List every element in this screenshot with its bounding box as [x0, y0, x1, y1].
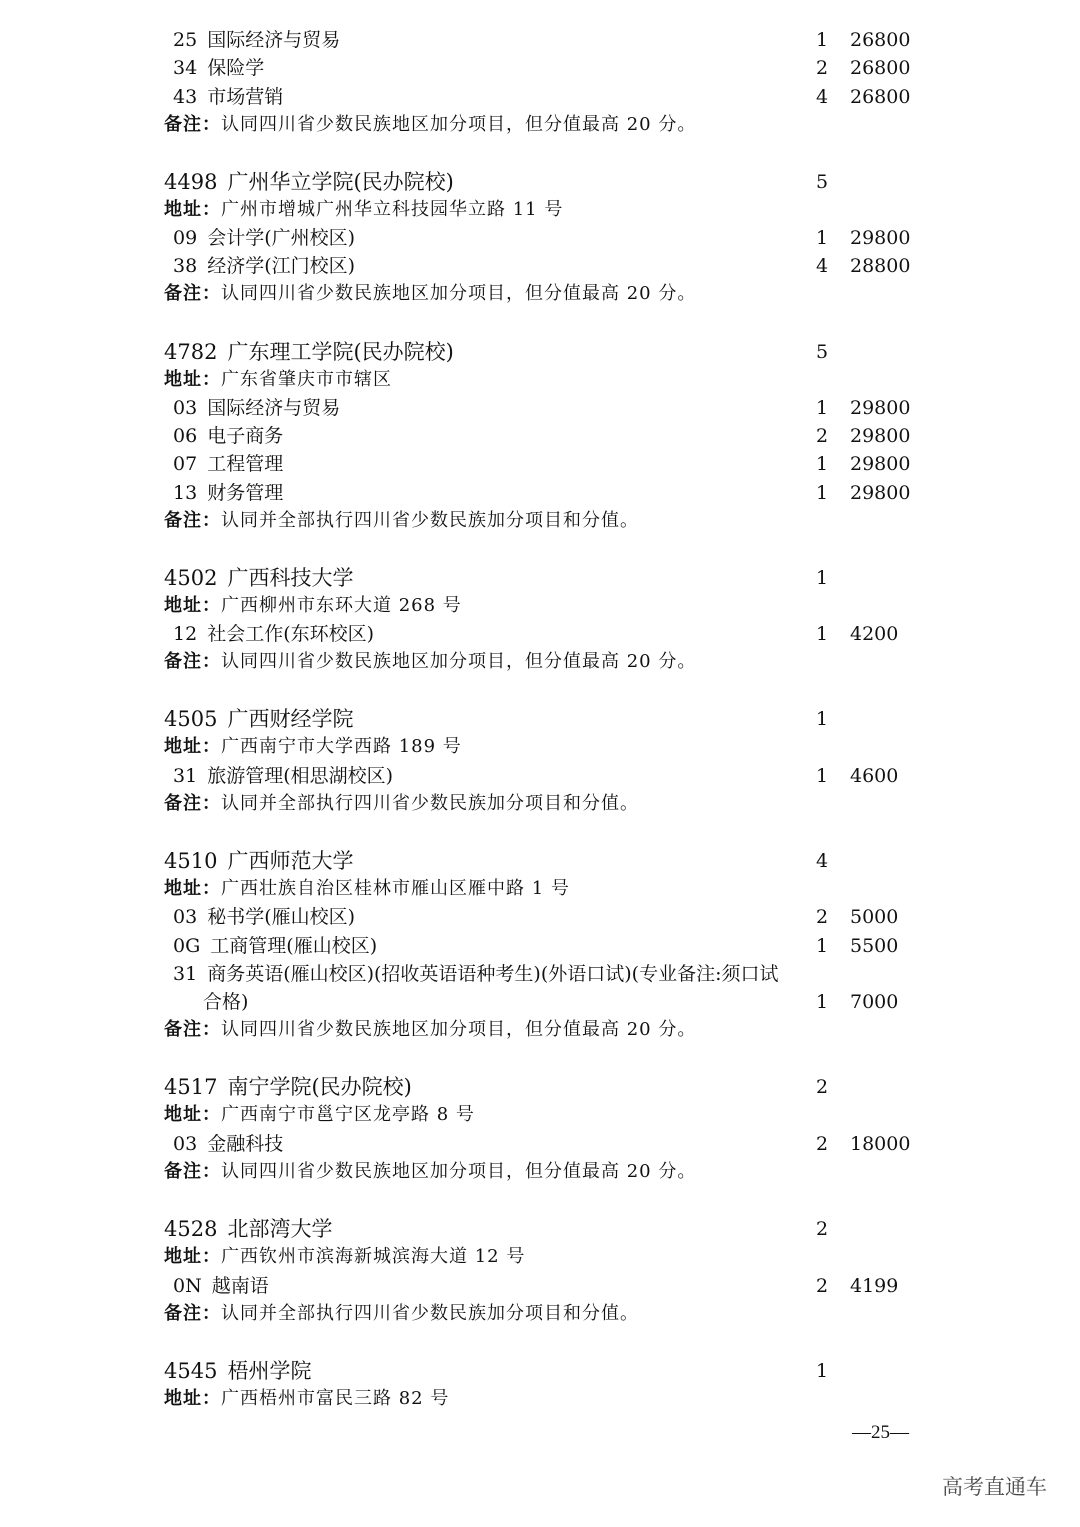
major-code: 0N: [173, 1275, 202, 1297]
major-code: 0G: [173, 935, 201, 957]
address-text: 广西柳州市东环大道 268 号: [221, 595, 462, 616]
plan-count: 5: [816, 171, 829, 193]
school-code: 4782: [164, 340, 218, 364]
tuition-fee: 5000: [850, 906, 899, 928]
major-name: 旅游管理(相思湖校区): [207, 765, 394, 787]
school-address: [164, 1101, 475, 1129]
note-label: 备注：: [164, 114, 221, 135]
major-row: [173, 932, 377, 960]
school-address: [164, 1385, 449, 1413]
plan-count: 4: [816, 255, 829, 277]
address-label: 地址：: [164, 736, 221, 757]
major-code: 25: [173, 29, 198, 51]
major-name: 市场营销: [207, 86, 284, 108]
note-label: 备注：: [164, 1161, 221, 1182]
plan-count: 2: [816, 1218, 829, 1240]
address-text: 广西梧州市富民三路 82 号: [221, 1388, 450, 1409]
major-row: [173, 903, 355, 931]
tuition-fee: 28800: [850, 255, 911, 277]
note-text: 认同四川省少数民族地区加分项目，但分值最高 20 分。: [221, 1161, 697, 1182]
plan-count: 2: [816, 57, 829, 79]
school-header: [164, 1357, 311, 1385]
school-name: 广西科技大学: [227, 566, 354, 590]
school-header: [164, 168, 454, 196]
tuition-fee: 18000: [850, 1133, 911, 1155]
school-note: [164, 280, 696, 308]
plan-count: 1: [816, 227, 829, 249]
major-row: [173, 394, 340, 422]
school-code: 4528: [164, 1217, 218, 1241]
major-code: 13: [173, 482, 198, 504]
plan-count: 2: [816, 425, 829, 447]
major-name: 电子商务: [207, 425, 284, 447]
school-name: 北部湾大学: [227, 1217, 333, 1241]
plan-count: 1: [816, 29, 829, 51]
school-code: 4505: [164, 707, 218, 731]
major-row: [173, 1272, 269, 1300]
school-code: 4517: [164, 1075, 218, 1099]
school-name: 广西师范大学: [227, 849, 354, 873]
note-label: 备注：: [164, 283, 221, 304]
school-name: 广西财经学院: [227, 707, 354, 731]
school-note: [164, 507, 639, 535]
plan-count: 1: [816, 991, 829, 1013]
note-text: 认同四川省少数民族地区加分项目，但分值最高 20 分。: [221, 283, 697, 304]
major-code: 12: [173, 623, 198, 645]
school-note: [164, 1016, 696, 1044]
major-row: [173, 26, 340, 54]
major-name: 商务英语(雁山校区)(招收英语语种考生)(外语口试)(专业备注:须口试: [207, 963, 779, 985]
school-address: [164, 733, 462, 761]
major-name: 保险学: [207, 57, 265, 79]
major-code: 06: [173, 425, 198, 447]
major-row: [173, 54, 264, 82]
tuition-fee: 29800: [850, 425, 911, 447]
school-note: [164, 790, 639, 818]
school-code: 4502: [164, 566, 218, 590]
major-row: [173, 252, 355, 280]
major-name: 工商管理(雁山校区): [210, 935, 378, 957]
major-name-wrap: 合格): [203, 991, 249, 1013]
watermark: 高考直通车: [942, 1475, 1047, 1499]
note-text: 认同四川省少数民族地区加分项目，但分值最高 20 分。: [221, 114, 697, 135]
major-name: 经济学(江门校区): [207, 255, 356, 277]
major-row: [173, 224, 355, 252]
note-text: 认同四川省少数民族地区加分项目，但分值最高 20 分。: [221, 1019, 697, 1040]
school-header: [164, 705, 353, 733]
school-name: 广东理工学院(民办院校): [227, 340, 454, 364]
tuition-fee: 29800: [850, 227, 911, 249]
major-name: 社会工作(东环校区): [207, 623, 375, 645]
plan-count: 1: [816, 935, 829, 957]
plan-count: 1: [816, 765, 829, 787]
school-note: [164, 1300, 639, 1328]
address-text: 广东省肇庆市市辖区: [221, 369, 392, 390]
note-text: 认同并全部执行四川省少数民族加分项目和分值。: [221, 793, 639, 814]
major-code: 31: [173, 765, 198, 787]
plan-count: 2: [816, 1076, 829, 1098]
address-label: 地址：: [164, 369, 221, 390]
note-text: 认同并全部执行四川省少数民族加分项目和分值。: [221, 1303, 639, 1324]
major-row: [173, 422, 283, 450]
school-header: [164, 1073, 412, 1101]
major-code: 07: [173, 453, 198, 475]
plan-count: 2: [816, 1275, 829, 1297]
tuition-fee: 4600: [850, 765, 899, 787]
note-text: 认同四川省少数民族地区加分项目，但分值最高 20 分。: [221, 651, 697, 672]
school-header: [164, 338, 454, 366]
address-label: 地址：: [164, 199, 221, 220]
major-code: 43: [173, 86, 198, 108]
major-row: [173, 762, 393, 790]
tuition-fee: 26800: [850, 29, 911, 51]
tuition-fee: 29800: [850, 397, 911, 419]
plan-count: 1: [816, 453, 829, 475]
tuition-fee: 29800: [850, 453, 911, 475]
school-address: [164, 366, 392, 394]
major-code: 03: [173, 1133, 198, 1155]
plan-count: 4: [816, 850, 829, 872]
page-number: —25—: [852, 1422, 909, 1443]
address-text: 广西南宁市大学西路 189 号: [221, 736, 462, 757]
school-code: 4510: [164, 849, 218, 873]
address-label: 地址：: [164, 1388, 221, 1409]
school-name: 广州华立学院(民办院校): [227, 170, 454, 194]
plan-count: 1: [816, 567, 829, 589]
school-header: [164, 1215, 332, 1243]
major-name: 秘书学(雁山校区): [207, 906, 356, 928]
plan-count: 1: [816, 708, 829, 730]
plan-count: 4: [816, 86, 829, 108]
note-label: 备注：: [164, 1019, 221, 1040]
school-note: [164, 648, 696, 676]
tuition-fee: 29800: [850, 482, 911, 504]
major-code: 38: [173, 255, 198, 277]
major-row: [173, 479, 283, 507]
tuition-fee: 4199: [850, 1275, 899, 1297]
major-name: 金融科技: [207, 1133, 284, 1155]
address-label: 地址：: [164, 595, 221, 616]
plan-count: 2: [816, 906, 829, 928]
address-text: 广州市增城广州华立科技园华立路 11 号: [221, 199, 564, 220]
tuition-fee: 7000: [850, 991, 899, 1013]
major-name: 越南语: [211, 1275, 269, 1297]
tuition-fee: 5500: [850, 935, 899, 957]
major-name: 财务管理: [207, 482, 284, 504]
school-address: [164, 1243, 525, 1271]
major-row: [173, 450, 283, 478]
note-label: 备注：: [164, 793, 221, 814]
major-name: 工程管理: [207, 453, 284, 475]
school-header: [164, 847, 353, 875]
school-address: [164, 875, 570, 903]
school-code: 4545: [164, 1359, 218, 1383]
major-code: 09: [173, 227, 198, 249]
major-name: 会计学(广州校区): [207, 227, 356, 249]
address-label: 地址：: [164, 878, 221, 899]
plan-count: 1: [816, 623, 829, 645]
tuition-fee: 26800: [850, 86, 911, 108]
address-text: 广西壮族自治区桂林市雁山区雁中路 1 号: [221, 878, 570, 899]
school-note: [164, 1158, 696, 1186]
note-label: 备注：: [164, 651, 221, 672]
school-code: 4498: [164, 170, 218, 194]
major-code: 03: [173, 397, 198, 419]
note-text: 认同并全部执行四川省少数民族加分项目和分值。: [221, 510, 639, 531]
address-label: 地址：: [164, 1246, 221, 1267]
school-name: 梧州学院: [227, 1359, 312, 1383]
plan-count: 1: [816, 1360, 829, 1382]
address-label: 地址：: [164, 1104, 221, 1125]
school-header: [164, 564, 353, 592]
major-row: [173, 620, 374, 648]
plan-count: 1: [816, 482, 829, 504]
tuition-fee: 4200: [850, 623, 899, 645]
major-code: 34: [173, 57, 198, 79]
school-name: 南宁学院(民办院校): [227, 1075, 412, 1099]
major-name-continued: [203, 988, 248, 1016]
major-code: 31: [173, 963, 198, 985]
school-note: [164, 111, 696, 139]
school-address: [164, 592, 462, 620]
major-name: 国际经济与贸易: [207, 397, 341, 419]
major-row: [173, 1130, 283, 1158]
major-row: [173, 960, 778, 988]
plan-count: 5: [816, 341, 829, 363]
note-label: 备注：: [164, 1303, 221, 1324]
major-row: [173, 83, 283, 111]
tuition-fee: 26800: [850, 57, 911, 79]
major-name: 国际经济与贸易: [207, 29, 341, 51]
plan-count: 1: [816, 397, 829, 419]
school-address: [164, 196, 563, 224]
note-label: 备注：: [164, 510, 221, 531]
major-code: 03: [173, 906, 198, 928]
address-text: 广西南宁市邕宁区龙亭路 8 号: [221, 1104, 475, 1125]
plan-count: 2: [816, 1133, 829, 1155]
address-text: 广西钦州市滨海新城滨海大道 12 号: [221, 1246, 526, 1267]
